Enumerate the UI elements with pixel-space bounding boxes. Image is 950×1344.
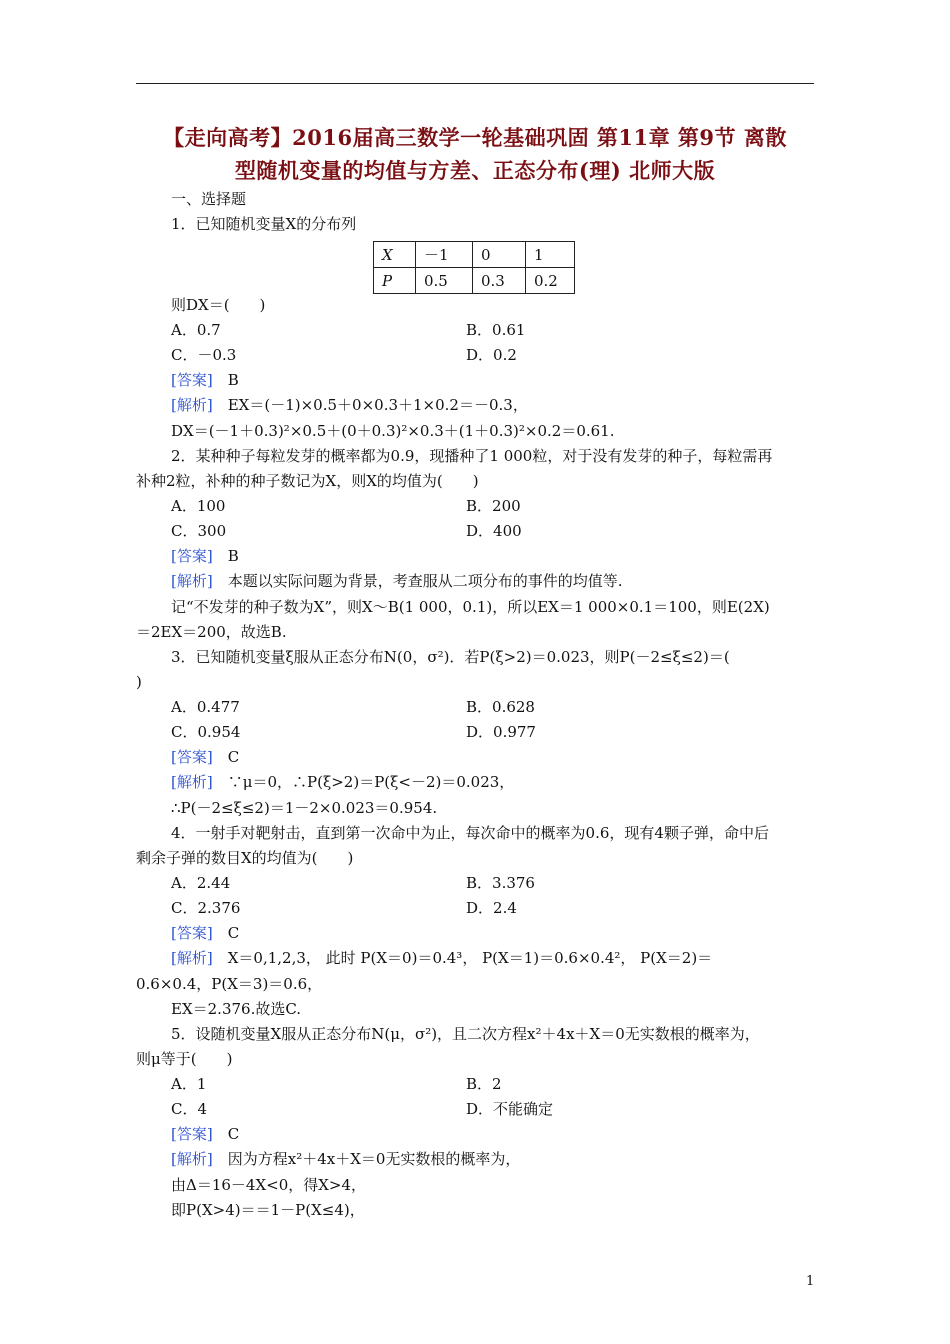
q4-answer-value: C xyxy=(227,924,240,942)
table-cell: 0 xyxy=(473,242,526,268)
q4-option-b: B．3.376 xyxy=(466,874,535,892)
q4-option-c: C．2.376 xyxy=(171,899,241,917)
q4-option-d: D．2.4 xyxy=(466,899,517,917)
q1-stem: 1．已知随机变量X的分布列 xyxy=(171,215,357,233)
answer-tag: [答案] xyxy=(171,371,213,389)
q4-stem-2: 剩余子弹的数目X的均值为( ) xyxy=(136,849,354,867)
q3-option-b: B．0.628 xyxy=(466,698,535,716)
q1-answer xyxy=(171,370,239,390)
table-row xyxy=(374,268,575,294)
analysis-tag: [解析] xyxy=(171,949,213,967)
q4-option-a: A．2.44 xyxy=(171,874,231,892)
q2-answer xyxy=(171,546,239,566)
q2-analysis-3: ＝2EX＝200，故选B. xyxy=(136,623,287,641)
page-number: 1 xyxy=(806,1274,815,1289)
q3-analysis-1 xyxy=(171,772,514,792)
analysis-tag: [解析] xyxy=(171,572,213,590)
q5-option-c: C．4 xyxy=(171,1100,208,1118)
table-cell: 0.5 xyxy=(416,268,473,294)
table-cell: 1 xyxy=(526,242,575,268)
answer-tag: [答案] xyxy=(171,547,213,565)
q3-stem-2: ) xyxy=(136,673,142,691)
section-heading: 一、选择题 xyxy=(171,190,247,208)
q5-analysis-text: 因为方程x²＋4x＋X＝0无实数根的概率为， xyxy=(227,1150,521,1168)
header-rule xyxy=(136,83,814,84)
q5-option-a: A．1 xyxy=(171,1075,207,1093)
q1-option-c: C．－0.3 xyxy=(171,346,237,364)
q1-option-b: B．0.61 xyxy=(466,321,526,339)
q2-option-c: C．300 xyxy=(171,522,227,540)
q3-analysis-2: ∴P(－2≤ξ≤2)＝1－2×0.023＝0.954. xyxy=(171,799,438,817)
table-row xyxy=(374,242,575,268)
q4-analysis-1 xyxy=(171,948,712,968)
q2-analysis-text: 本题以实际问题为背景，考查服从二项分布的事件的均值等. xyxy=(227,572,623,590)
q4-analysis-text: X＝0,1,2,3， 此时 P(X＝0)＝0.4³， P(X＝1)＝0.6×0.4²， P(X＝2)＝ xyxy=(227,949,713,967)
analysis-tag: [解析] xyxy=(171,396,213,414)
q3-stem-1: 3．已知随机变量ξ服从正态分布N(0，σ²)．若P(ξ>2)＝0.023，则P(－2≤ξ≤2)＝( xyxy=(171,648,730,666)
table-cell: 0.3 xyxy=(473,268,526,294)
q4-stem-1: 4．一射手对靶射击，直到第一次命中为止，每次命中的概率为0.6，现有4颗子弹，命中后 xyxy=(171,824,769,842)
q2-analysis-2: 记“不发芽的种子数为X”，则X～B(1 000，0.1)，所以EX＝1 000×0.1＝100，则E(2X) xyxy=(171,598,770,616)
doc-title-line1: 【走向高考】2016届高三数学一轮基础巩固 第11章 第9节 离散 xyxy=(163,125,787,150)
q3-analysis-text: ∵μ＝0，∴P(ξ>2)＝P(ξ<－2)＝0.023， xyxy=(227,773,515,791)
answer-tag: [答案] xyxy=(171,1125,213,1143)
q5-answer xyxy=(171,1124,239,1144)
q4-analysis-3: EX＝2.376.故选C. xyxy=(171,1000,302,1018)
q3-option-d: D．0.977 xyxy=(466,723,536,741)
table-cell: P xyxy=(374,268,416,294)
q2-stem-1: 2．某种种子每粒发芽的概率都为0.9，现播种了1 000粒，对于没有发芽的种子，每粒需再 xyxy=(171,447,773,465)
q2-stem-2: 补种2粒，补种的种子数记为X，则X的均值为( ) xyxy=(136,472,479,490)
q2-option-d: D．400 xyxy=(466,522,522,540)
q5-option-d: D．不能确定 xyxy=(466,1100,554,1118)
q1-analysis-2: DX＝(－1＋0.3)²×0.5＋(0＋0.3)²×0.3＋(1＋0.3)²×0.2＝0.61. xyxy=(171,422,615,440)
q1-option-a: A．0.7 xyxy=(171,321,221,339)
analysis-tag: [解析] xyxy=(171,773,213,791)
q5-answer-value: C xyxy=(227,1125,240,1143)
q2-answer-value: B xyxy=(227,547,239,565)
q4-analysis-2: 0.6×0.4，P(X＝3)＝0.6， xyxy=(136,975,323,993)
q1-option-d: D．0.2 xyxy=(466,346,517,364)
analysis-tag: [解析] xyxy=(171,1150,213,1168)
q5-analysis-1 xyxy=(171,1149,520,1169)
q5-option-b: B．2 xyxy=(466,1075,502,1093)
q3-answer-value: C xyxy=(227,748,240,766)
answer-tag: [答案] xyxy=(171,748,213,766)
q3-option-c: C．0.954 xyxy=(171,723,241,741)
q2-option-b: B．200 xyxy=(466,497,521,515)
doc-title-line2: 型随机变量的均值与方差、正态分布(理) 北师大版 xyxy=(234,158,716,183)
q1-ask: 则DX＝( ) xyxy=(171,296,266,314)
q2-analysis-1 xyxy=(171,571,623,591)
q5-analysis-2: 由Δ＝16－4X<0，得X>4， xyxy=(171,1176,367,1194)
q3-option-a: A．0.477 xyxy=(171,698,240,716)
q3-answer xyxy=(171,747,239,767)
q5-stem-2: 则μ等于( ) xyxy=(136,1050,233,1068)
q1-answer-value: B xyxy=(227,371,239,389)
q1-analysis-1 xyxy=(171,395,528,415)
q5-stem-1: 5．设随机变量X服从正态分布N(μ，σ²)，且二次方程x²＋4x＋X＝0无实数根的概率为， xyxy=(171,1025,760,1043)
q1-analysis-text: EX＝(－1)×0.5＋0×0.3＋1×0.2＝－0.3， xyxy=(227,396,528,414)
q2-option-a: A．100 xyxy=(171,497,226,515)
table-cell: 0.2 xyxy=(526,268,575,294)
q5-analysis-3: 即P(X>4)＝＝1－P(X≤4)， xyxy=(171,1201,365,1219)
distribution-table xyxy=(373,241,575,294)
table-cell: －1 xyxy=(416,242,473,268)
q4-answer xyxy=(171,923,239,943)
answer-tag: [答案] xyxy=(171,924,213,942)
table-cell: X xyxy=(374,242,416,268)
